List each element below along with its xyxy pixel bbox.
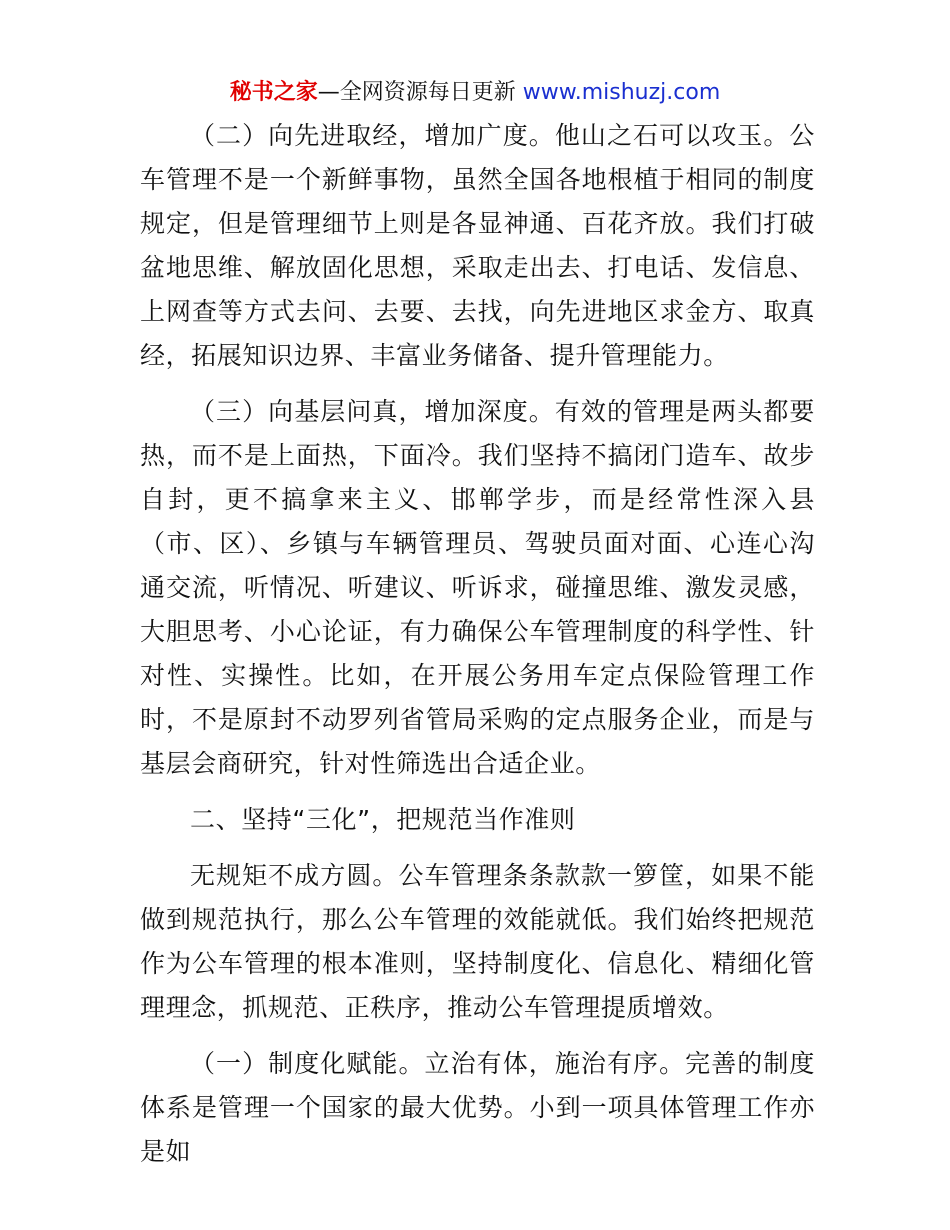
site-brand: 秘书之家	[229, 80, 318, 105]
site-url-link[interactable]: www.mishuzj.com	[522, 80, 721, 105]
site-slogan: —全网资源每日更新	[317, 80, 516, 105]
paragraph-grassroots: （三）向基层问真，增加深度。有效的管理是两头都要热，而不是上面热，下面冷。我们坚持不搞闭门造车、故步自封，更不搞拿来主义、邯郸学步，而是经常性深入县（市、区）、乡镇与车辆管理员、驾驶员面对面、心连心沟通交流，听情况、听建议、听诉求，碰撞思维、激发灵感，大胆思考、小心论证，有力确保公车管理制度的科学性、针对性、实操性。比如，在开展公务用车定点保险管理工作时，不是原封不动罗列省管局采购的定点服务企业，而是与基层会商研究，针对性筛选出合适企业。	[140, 397, 815, 778]
paragraph-learn-from-advanced: （二）向先进取经，增加广度。他山之石可以攻玉。公车管理不是一个新鲜事物，虽然全国各地根植于相同的制度规定，但是管理细节上则是各显神通、百花齐放。我们打破盆地思维、解放固化思想，采取走出去、打电话、发信息、上网查等方式去问、去要、去找，向先进地区求金方、取真经，拓展知识边界、丰富业务储备、提升管理能力。	[140, 121, 815, 370]
section-heading-three-standards: 二、坚持“三化”，把规范当作准则	[190, 805, 576, 834]
document-body	[140, 114, 815, 1186]
site-header	[0, 76, 950, 110]
paragraph-institutionalization: （一）制度化赋能。立治有体，施治有序。完善的制度体系是管理一个国家的最大优势。小到一项具体管理工作亦是如	[140, 1049, 815, 1166]
paragraph-norms: 无规矩不成方圆。公车管理条条款款一箩筐，如果不能做到规范执行，那么公车管理的效能就低。我们始终把规范作为公车管理的根本准则，坚持制度化、信息化、精细化管理理念，抓规范、正秩序，推动公车管理提质增效。	[140, 861, 815, 1022]
